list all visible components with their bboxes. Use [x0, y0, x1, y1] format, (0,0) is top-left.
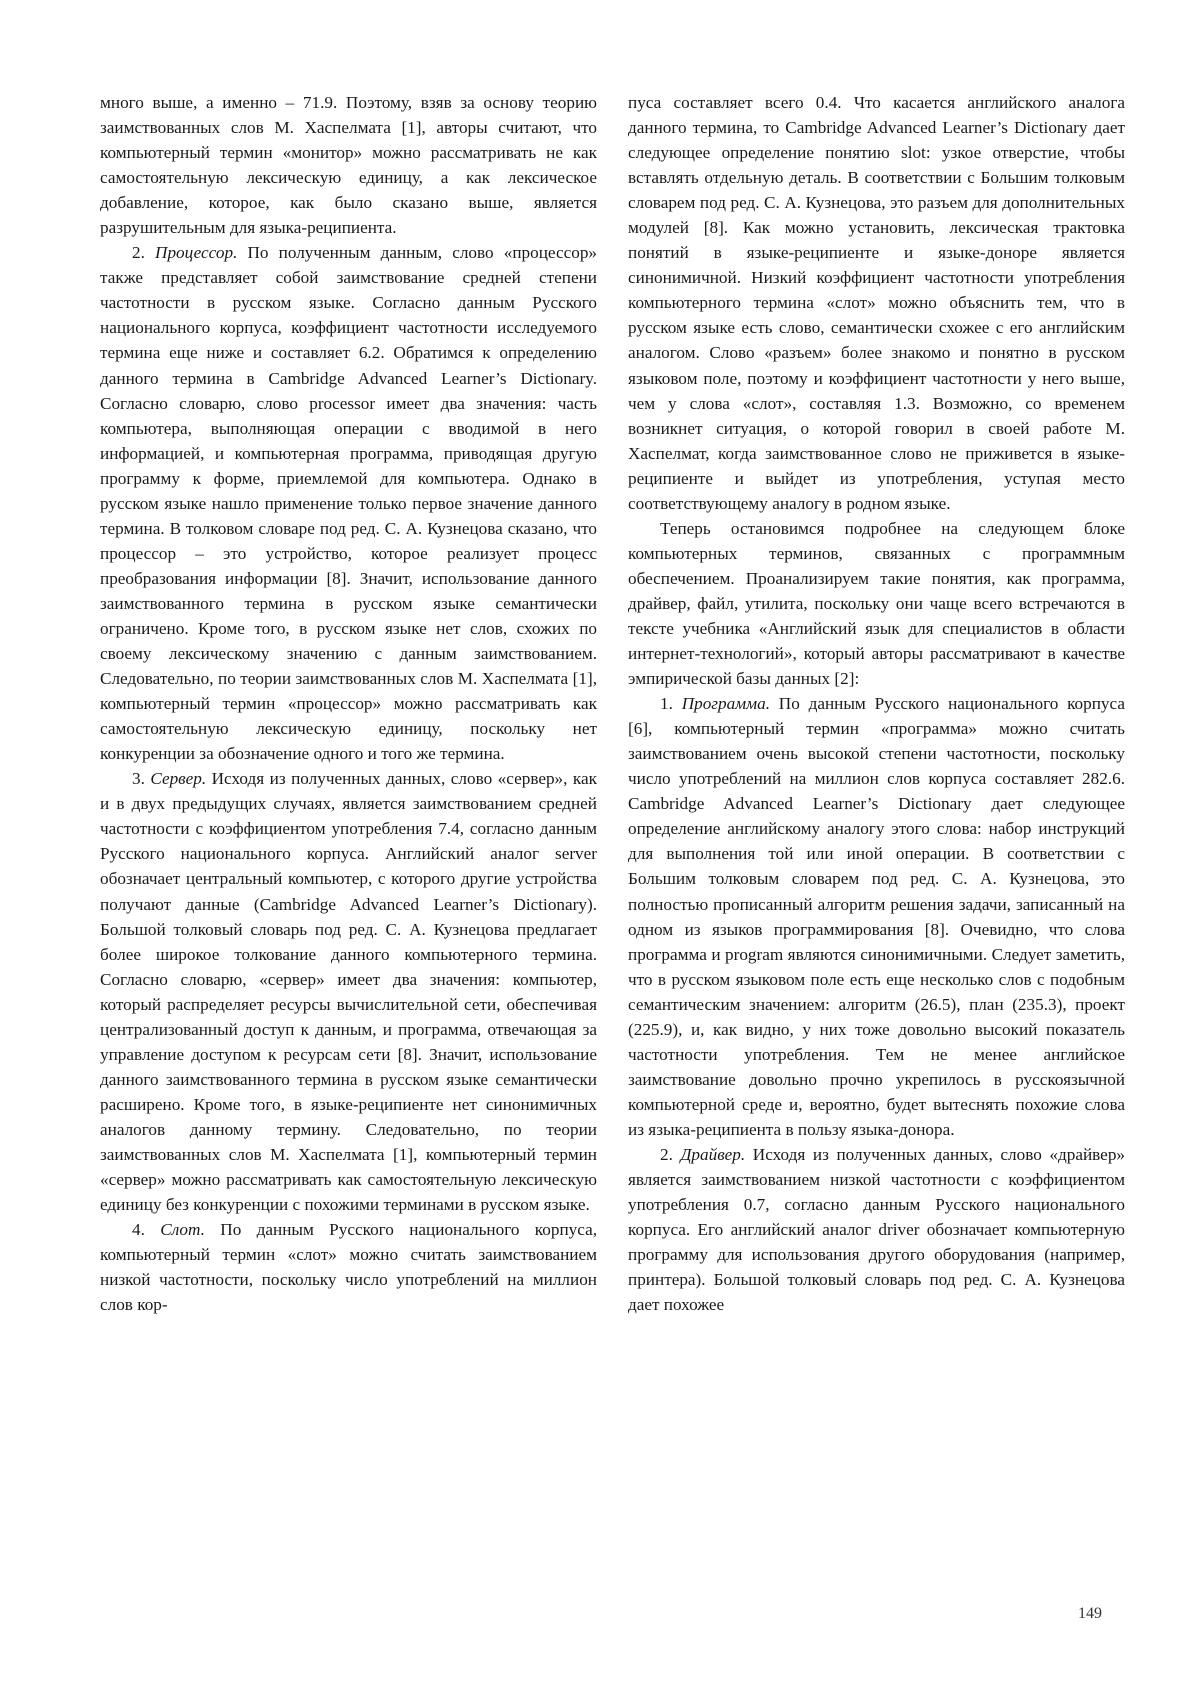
- item-number: 1.: [660, 694, 682, 714]
- paragraph-body: Теперь остановимся подробнее на следующем блоке компьютерных терминов, связанных с программным обеспечением. Проанализируем такие понятия, как программа, драйвер, файл, утилита, поскольку они чаще всего встречаются в тексте учебника «Английский язык для специалистов в области интернет-технологий», который авторы рассматривают в качестве эмпирической базы данных [2]:: [628, 518, 1125, 689]
- paragraph-body: Исходя из полученных данных, слово «сервер», как и в двух предыдущих случаях, является заимствованием средней частотности с коэффициентом употребления 7.4, согласно данным Русского национального корпуса. Английский аналог server обозначает центральный компьютер, с которого другие устройства получают данные (Cambridge Advanced Learner’s Dictionary). Большой толковый словарь под ред. С. А. Кузнецова предлагает более широкое толкование данного компьютерного термина. Согласно словарю, «сервер» имеет два значения: компьютер, который распределяет ресурсы вычислительной сети, обеспечивая централизованный доступ к данным, и программа, отвечающая за управление доступом к ресурсам сети [8]. Значит, использование данного заимствованного термина в русском языке семантически расширено. Кроме того, в языке-реципиенте нет синонимичных аналогов данному термину. Следовательно, по теории заимствованных слов М. Хаспелмата [1], компьютерный термин «сервер» можно рассматривать как самостоятельную лексическую единицу без конкуренции с похожими терминами в русском языке.: [100, 769, 597, 1215]
- paragraph-continued: много выше, а именно – 71.9. Поэтому, взяв за основу теорию заимствованных слов М. Хаспелмата [1], авторы считают, что компьютерный термин «монитор» можно рассматривать не как самостоятельную лексическую единицу, а как лексическое добавление, которое, как было сказано выше, является разрушительным для языка-реципиента.: [100, 93, 597, 238]
- text-columns: [100, 90, 1125, 1317]
- term-heading: Слот.: [160, 1220, 205, 1240]
- paragraph-slot: [100, 1217, 597, 1317]
- term-heading: Драйвер.: [680, 1144, 746, 1164]
- term-heading: Сервер.: [150, 769, 207, 789]
- paragraph-software-intro: [628, 516, 1125, 691]
- paragraph-program: [628, 691, 1125, 1142]
- left-column: [100, 90, 597, 1317]
- item-number: 2.: [660, 1144, 681, 1164]
- page-number: 149: [1078, 1605, 1102, 1622]
- paragraph-continued: пуса составляет всего 0.4. Что касается английского аналога данного термина, то Cambridge Advanced Learner’s Dictionary дает следующее определение понятию slot: узкое отверстие, чтобы вставлять отдельную деталь. В соответствии с Большим толковым словарем под ред. С. А. Кузнецова, это разъем для дополнительных модулей [8]. Как можно установить, лексическая трактовка понятий в языке-реципиенте и языке-доноре является синонимичной. Низкий коэффициент частотности употребления компьютерного термина «слот» можно объяснить тем, что в русском языке есть слово, семантически схожее с его английским аналогом. Слово «разъем» более знакомо и понятно в русском языковом поле, поэтому и коэффициент частотности у него выше, чем у слова «слот», составляя 1.3. Возможно, со временем возникнет ситуация, о которой говорил в своей работе М. Хаспелмат, когда заимствованное слово не приживется в языке-реципиенте и выйдет из употребления, уступая место соответствующему аналогу в родном языке.: [628, 93, 1125, 513]
- term-heading: Программа.: [681, 694, 771, 714]
- paragraph-server: [100, 766, 597, 1217]
- item-number: 4.: [132, 1220, 161, 1240]
- paragraph-body: По полученным данным, слово «процессор» также представляет собой заимствование средней степени частотности в русском языке. Согласно данным Русского национального корпуса, коэффициент частотности исследуемого термина еще ниже и составляет 6.2. Обратимся к определению данного термина в Cambridge Advanced Learner’s Dictionary. Согласно словарю, слово processor имеет два значения: часть компьютера, выполняющая операции с вводимой в него информацией, и компьютерная программа, приводящая другую программу к форме, приемлемой для компьютера. Однако в русском языке нашло применение только первое значение данного термина. В толковом словаре под ред. С. А. Кузнецова сказано, что процессор – это устройство, которое реализует процесс преобразования информации [8]. Значит, использование данного заимствованного термина в русском языке семантически ограничено. Кроме того, в русском языке нет слов, схожих по своему лексическому значению с данным заимствованием. Следовательно, по теории заимствованных слов М. Хаспелмата [1], компьютерный термин «процессор» можно рассматривать как самостоятельную лексическую единицу, поскольку нет конкуренции за обозначение одного и того же термина.: [100, 243, 598, 764]
- item-number: 2.: [132, 243, 156, 263]
- right-column: [628, 90, 1125, 1317]
- term-heading: Процессор.: [155, 243, 238, 263]
- item-number: 3.: [132, 769, 151, 789]
- paragraph-body: По данным Русского национального корпуса [6], компьютерный термин «программа» можно считать заимствованием очень высокой степени частотности, поскольку число употреблений на миллион слов корпуса составляет 282.6. Cambridge Advanced Learner’s Dictionary дает следующее определение английскому аналогу этого слова: набор инструкций для выполнения той или иной операции. В соответствии с Большим толковым словарем под ред. С. А. Кузнецова, это полностью прописанный алгоритм решения задачи, записанный на одном из языков программирования [8]. Очевидно, что слова программа и program являются синонимичными. Следует заметить, что в русском языковом поле есть еще несколько слов с подобным семантическим значением: алгоритм (26.5), план (235.3), проект (225.9), и, как видно, у них тоже довольно высокий показатель частотности употребления. Тем не менее английское заимствование довольно прочно укрепилось в русскоязычной компьютерной среде и, вероятно, будет вытеснять похожие слова из языка-реципиента в пользу языка-донора.: [628, 694, 1125, 1139]
- paragraph-body: По данным Русского национального корпуса, компьютерный термин «слот» можно считать заимствованием низкой частотности, поскольку число употреблений на миллион слов кор-: [100, 1220, 598, 1315]
- paragraph-driver: [628, 1142, 1125, 1317]
- paragraph-body: Исходя из полученных данных, слово «драйвер» является заимствованием низкой частотности с коэффициентом употребления 0.7, согласно данным Русского национального корпуса. Его английский аналог driver обозначает компьютерную программу для использования другого оборудования (например, принтера). Большой толковый словарь под ред. С. А. Кузнецова дает похожее: [628, 1144, 1126, 1315]
- paragraph-processor: [100, 240, 597, 766]
